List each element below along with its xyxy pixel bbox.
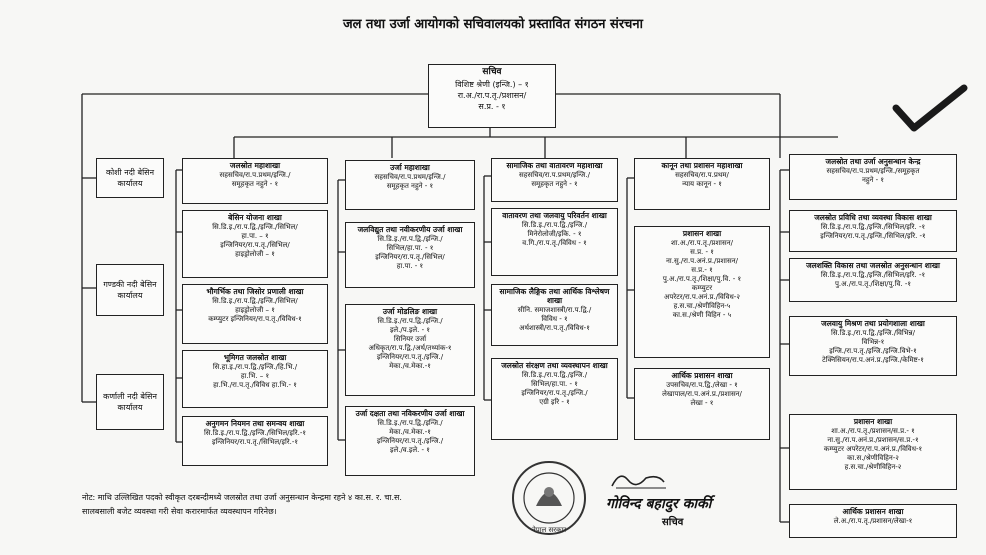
box-line: इन्जिनियर/रा.प.तृ./इन्जि./ (376, 437, 444, 445)
box-line: कम्प्युटर (691, 284, 713, 292)
box-heading: उर्जा दक्षता तथा नविकरणीय उर्जा शाखा (355, 409, 465, 418)
box-line: इले./व.इले. - १ (390, 446, 430, 454)
division-box (491, 158, 618, 202)
box-line: सि.डि.इ./रा.प.द्वि./इन्जि./सिभिल/ (212, 297, 298, 305)
section-box (789, 258, 957, 302)
signature-scribble-icon (606, 466, 676, 494)
secretary-line: स.प्र. - १ (478, 102, 506, 111)
box-heading: भौगर्भिक तथा जिसोर प्रणाली शाखा (206, 287, 304, 296)
box-line: का.स./श्रेणी विहिन - ५ (672, 311, 732, 319)
box-line: सि.डि.इ./रा.प.द्वि./इन्जि./ (377, 317, 443, 325)
box-heading: जलस्रोत प्रविधि तथा व्यवस्था विकास शाखा (814, 213, 932, 222)
box-line: स.प्र. - १ (690, 248, 714, 256)
box-heading: आर्थिक प्रशासन शाखा (671, 371, 733, 380)
government-stamp-icon (510, 458, 588, 538)
division-box (182, 158, 328, 204)
footnote-line: नोट: माथि उल्लिखित पदको स्वीकृत दरबन्दीमध्ये जलस्रोत तथा उर्जा अनुसन्धान केन्द्रमा रहने ४ का.स. र. चा.स. (82, 493, 402, 502)
box-line: मेका./व.मेका.-१ (389, 362, 431, 370)
section-box (182, 350, 328, 408)
box-line: लेखा - १ (690, 399, 714, 407)
box-heading: प्रशासन शाखा (853, 417, 893, 426)
box-line: इन्जि./रा.प.तृ./इन्जि./इन्जि.विभे-१ (829, 347, 917, 355)
box-line: कम्प्युटर इन्जिनियर/रा.प.तृ./विविध-१ (208, 315, 302, 323)
box-heading: सामाजिक लैङ्गिक तथा आर्थिक विश्लेषण शाखा (499, 287, 610, 305)
box-line: सिभिल/हा.पा. - १ (386, 244, 434, 252)
box-line: पु.अ./रा.प.तृ./शिक्षा/पु.वि. -१ (834, 280, 912, 288)
basin-office-label: कोशी नदी बेसिन कार्यालय (105, 168, 155, 188)
box-line: सहसचिव/रा.प.प्रथम/इन्जि./ (374, 173, 446, 181)
box-line: स.प्र.- १ (691, 266, 713, 274)
box-line: इन्जिनियर/रा.प.तृ./इन्जि./ (521, 389, 588, 397)
section-box (491, 208, 618, 276)
box-line: हाइड्रोलोजी – १ (235, 306, 275, 314)
box-line: सीनि. समाजशास्त्री/रा.प.द्वि./ (517, 306, 592, 314)
box-heading: वातावरण तथा जलवायु परिवर्तन शाखा (502, 211, 607, 220)
section-box (182, 284, 328, 344)
section-box (789, 414, 957, 490)
section-box (491, 358, 618, 440)
box-line: हा.पा. - १ (396, 262, 424, 270)
box-line: न्याय कानून - १ (682, 180, 722, 188)
basin-office-koshi (96, 158, 164, 198)
box-line: समूहकृत नहुने - १ (231, 180, 279, 188)
box-heading: भूमिगत जलस्रोत शाखा (223, 353, 287, 362)
box-line: सि.डि.इ./रा.प.द्वि./इन्जि./सिभिल/इरि. -१ (820, 223, 926, 231)
section-box (345, 304, 475, 396)
secretary-box (428, 64, 556, 128)
check-mark-icon (892, 84, 968, 136)
box-heading: जलवायु मिश्रण तथा प्रयोगशाला शाखा (821, 319, 925, 328)
box-line: सि.डि.इ./रा.प.द्वि./इन्जि./सिभिल/ (212, 223, 298, 231)
box-heading: आर्थिक प्रशासन शाखा (842, 507, 904, 516)
box-line: नहुने - १ (861, 176, 885, 184)
section-box (634, 368, 770, 440)
box-heading: जलस्रोत तथा उर्जा अनुसन्धान केन्द्र (825, 157, 921, 166)
box-line: ना.सु./रा.प.अनं.प्र./प्रशासन/ (666, 257, 738, 265)
box-line: विविध - १ (541, 315, 568, 323)
box-line: समूहकृत नहुने - १ (531, 180, 578, 188)
box-line: सि.हा.इ./रा.प.द्वि./इन्जि./हि.भि./ (212, 363, 298, 371)
box-heading: उर्जा महाशाखा (390, 163, 430, 172)
section-box (345, 406, 475, 476)
box-line: इन्जिनियर/रा.प.तृ./सिभिल/ (220, 241, 290, 249)
box-line: सि.डि.इ./रा.प.द्वि./इन्जि./विभिन्न/ (831, 329, 915, 337)
box-line: अपरेटर/रा.प.अनं.प्र./विविध-२ (664, 293, 740, 301)
basin-office-karnali (96, 374, 164, 430)
box-line: शा.अ./रा.प.तृ./प्रशासन/ (671, 239, 733, 247)
box-line: हा.भि. – १ (240, 372, 270, 380)
box-line: इले./प.इले. - १ (390, 326, 430, 334)
box-line: हा.भि./रा.प.तृ./विविध हा.भि.- १ (213, 381, 297, 389)
section-box (789, 504, 957, 538)
box-line: शा.अ./रा.प.तृ./प्रशासन/स.प्र.- १ (831, 427, 915, 435)
section-box (182, 210, 328, 278)
box-line: ना.सु./रा.प.अनं.प्र./प्रशासन/स.प्र.-१ (827, 436, 919, 444)
box-line: मिनेरोलोजी/इकि. - १ (527, 230, 582, 238)
box-line: टेक्निसियन/रा.प.अनं.प्र./इन्जि./केमिष्ट-१ (822, 356, 924, 364)
box-line: इन्जिनियर/रा.प.तृ./इन्जि./सिभिल/इरि. -१ (820, 232, 926, 240)
box-heading: उर्जा मोडलिङ शाखा (382, 307, 438, 316)
division-box (789, 154, 957, 200)
box-line: सहसचिव/रा.प.प्रथम/इन्जि./ (519, 171, 590, 179)
division-box (345, 160, 475, 210)
box-line: इन्जिनियर/रा.प.तृ./सिभिल/ (375, 253, 445, 261)
box-line: हाइड्रोलोजी – १ (235, 250, 275, 258)
page-title: जल तथा उर्जा आयोगको सचिवालयको प्रस्तावित संगठन संरचना (343, 17, 643, 32)
basin-office-label: गण्डकी नदी बेसिन कार्यालय (103, 280, 157, 300)
footnote-line: सालबसाली बजेट व्यवस्था गरी सेवा करारमार्फत व्यवस्थापन गरिनेछ। (82, 507, 277, 516)
box-heading: जलस्रोत महाशाखा (229, 161, 281, 170)
division-box (634, 158, 770, 210)
box-line: समूहकृत नहुने - १ (386, 182, 434, 190)
stamp-text: नेपाल सरकार (531, 526, 567, 534)
box-line: सि.डि.इ./रा.प.द्वि./इन्जि./ (521, 371, 588, 379)
box-line: व.गि./रा.प.तृ./विविध - १ (522, 239, 587, 247)
section-box (789, 210, 957, 252)
box-line: सि.डि.इ./रा.प.द्वि./इन्जि./सिभिल/इरि.-१ (203, 429, 307, 437)
box-heading: प्रशासन शाखा (682, 229, 722, 238)
section-box (182, 416, 328, 466)
box-line: अर्थशास्त्री/रा.प.तृ./विविध-१ (519, 324, 590, 332)
box-line: सि.डि.इ./रा.प.द्वि./इन्जि./सिभिल/इरि. -१ (820, 271, 926, 279)
secretary-line: विशिष्ट श्रेणी (इन्जि.) – १ (455, 80, 529, 89)
box-heading: बेसिन योजना शाखा (228, 213, 282, 222)
box-line: ह.स.चा./श्रेणीविहिन-५ (673, 302, 731, 310)
box-heading: अनुगमन नियमन तथा समन्वय शाखा (205, 419, 305, 428)
box-heading: जलशक्ति विकास तथा जलस्रोत अनुसन्धान शाखा (806, 261, 940, 270)
box-line: कम्प्युटर अपरेटर/रा.प.अनं.प्र./विविध-१ (823, 445, 923, 453)
section-box (491, 284, 618, 346)
box-line: ह.स.चा./श्रेणीविहिन-२ (844, 463, 902, 471)
basin-office-gandaki (96, 264, 164, 316)
secretary-heading: सचिव (482, 67, 502, 77)
box-line: सि.डि.इ./रा.प.द्वि./इन्जि./ (377, 235, 443, 243)
box-line: विभिन्न-१ (861, 338, 885, 346)
box-heading: सामाजिक तथा वातावरण महाशाखा (506, 161, 603, 170)
box-line: सहसचिव/रा.प.प्रथम/इन्जि./समूहकृत (826, 167, 920, 175)
box-line: पु.अ./रा.प.तृ./शिक्षा/पु.वि. - १ (662, 275, 742, 283)
box-line: अधिकृत/रा.प.द्वि./अर्थ/तथ्यांक-१ (368, 344, 452, 352)
signatory-designation: सचिव (662, 517, 684, 528)
box-line: सिनियर उर्जा (393, 335, 427, 343)
box-line: एग्री इरि - १ (539, 398, 570, 406)
box-heading: कानून तथा प्रशासन महाशाखा (661, 161, 743, 170)
box-line: सि.डि.इ./रा.प.द्वि./इन्जि./ (521, 221, 588, 229)
box-heading: जलस्रोत संरक्षण तथा व्यवस्थापन शाखा (501, 361, 608, 370)
box-line: सहसचिव/रा.प.प्रथम/ (675, 171, 729, 179)
box-line: इन्जिनियर/रा.प.तृ./सिभिल/इरि.-१ (211, 438, 299, 446)
box-line: लेखापाल/रा.प.अनं.प्र./प्रशासन/ (662, 390, 742, 398)
box-line: ले.अ./रा.प.तृ./प्रशासन/लेखा-१ (833, 517, 913, 525)
box-line: मेका./व.मेका.-१ (389, 428, 431, 436)
box-line: उपसचिव/रा.प.द्वि./लेखा - १ (666, 381, 738, 389)
box-line: हा.पा. – १ (241, 232, 269, 240)
basin-office-label: कर्णाली नदी बेसिन कार्यालय (103, 392, 157, 412)
box-line: सिभिल/हा.पा. - १ (531, 380, 578, 388)
box-line: सि.डि.इ./रा.प.द्वि./इन्जि./ (377, 419, 443, 427)
box-line: सहसचिव/रा.प.प्रथम/इन्जि./ (219, 171, 291, 179)
section-box (345, 222, 475, 288)
secretary-line: रा.अ./रा.प.तृ./प्रशासन/ (457, 91, 527, 100)
section-box (789, 316, 957, 376)
box-line: का.स./श्रेणीविहिन-२ (847, 454, 899, 462)
box-heading: जलविद्युत तथा नवीकरणीय उर्जा शाखा (357, 225, 463, 234)
box-line: इन्जिनियर/रा.प.तृ./इन्जि./ (376, 353, 444, 361)
footnote (82, 491, 522, 519)
signatory-name: गोविन्द बहादुर कार्की (606, 496, 712, 512)
section-box (634, 226, 770, 358)
